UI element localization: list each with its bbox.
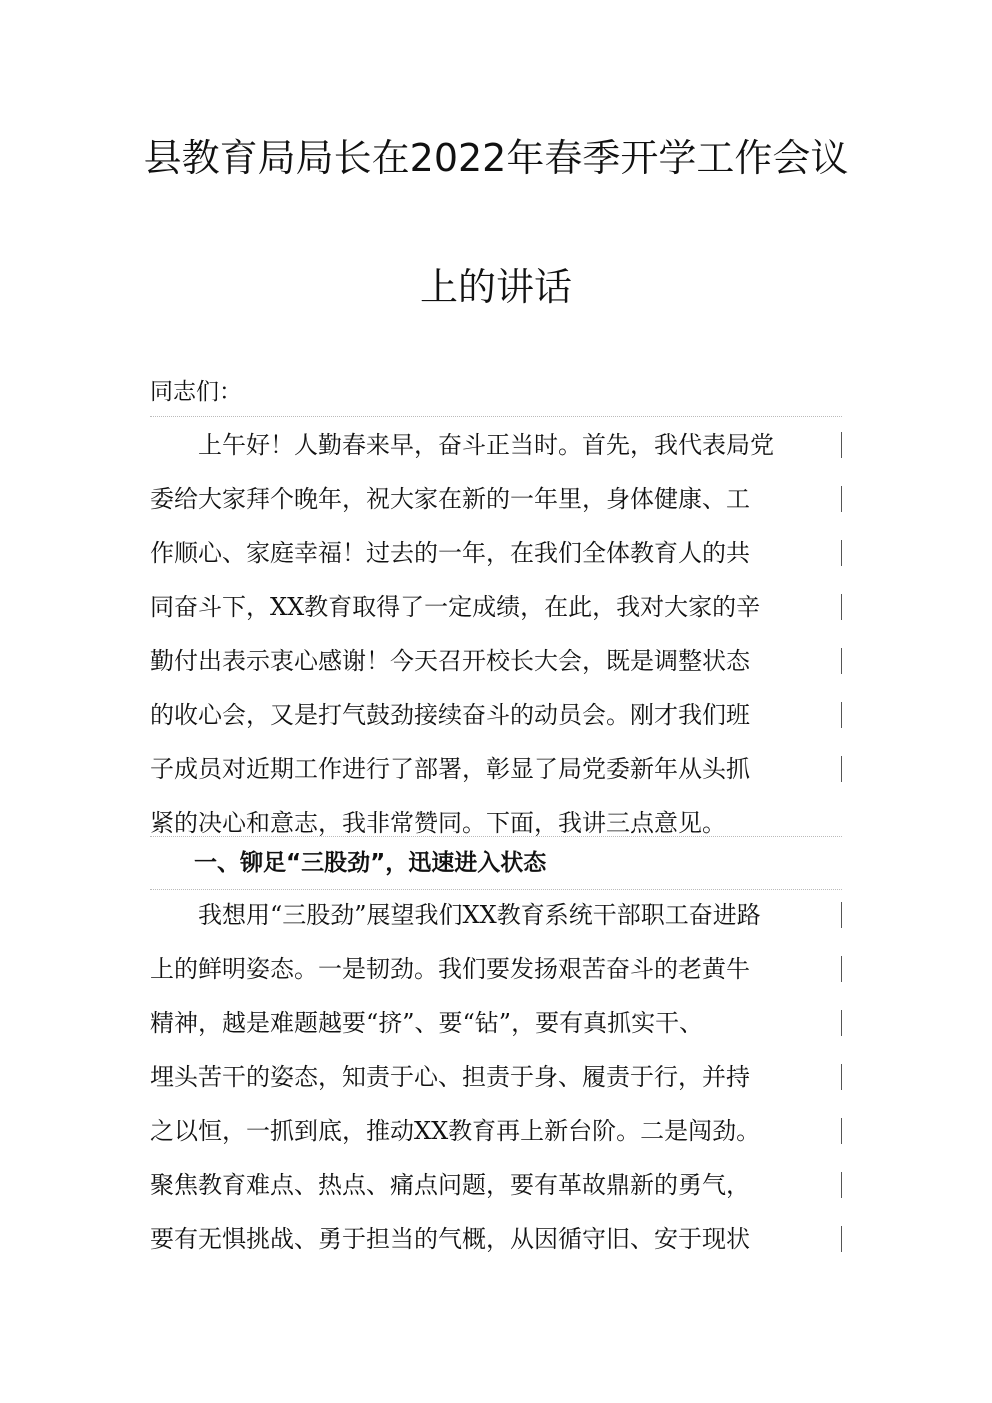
paragraph-line: 上午好！人勤春来早，奋斗正当时。首先，我代表局党 [150,418,842,472]
paragraph-line: 委给大家拜个晚年，祝大家在新的一年里，身体健康、工 [150,472,842,526]
paragraph-line: 精神，越是难题越要“挤”、要“钻”，要有真抓实干、 [150,996,842,1050]
document-title-line-1: 县教育局局长在2022年春季开学工作会议 [143,136,849,180]
paragraph-line: 同奋斗下，XX教育取得了一定成绩，在此，我对大家的辛 [150,580,842,634]
paragraph-line: 之以恒，一抓到底，推动XX教育再上新台阶。二是闯劲。 [150,1104,842,1158]
salutation: 同志们： [150,379,242,405]
paragraph-line: 子成员对近期工作进行了部署，彰显了局党委新年从头抓 [150,742,842,796]
paragraph-line: 的收心会，又是打气鼓劲接续奋斗的动员会。刚才我们班 [150,688,842,742]
paragraph-opening [150,418,842,850]
paragraph-line: 要有无惧挑战、勇于担当的气概，从因循守旧、安于现状 [150,1212,842,1266]
paragraph-line: 上的鲜明姿态。一是韧劲。我们要发扬艰苦奋斗的老黄牛 [150,942,842,996]
paragraph-line: 聚焦教育难点、热点、痛点问题，要有革故鼎新的勇气， [150,1158,842,1212]
document-title-line-2: 上的讲话 [419,265,572,309]
paragraph-divider [150,416,842,417]
paragraph-line: 埋头苦干的姿态，知责于心、担责于身、履责于行，并持 [150,1050,842,1104]
paragraph-line: 紧的决心和意志，我非常赞同。下面，我讲三点意见。 [150,809,726,837]
paragraph-line: 勤付出表示衷心感谢！今天召开校长大会，既是调整状态 [150,634,842,688]
paragraph-section-1 [150,888,842,1266]
paragraph-line: 我想用“三股劲”展望我们XX教育系统干部职工奋进路 [150,888,842,942]
paragraph-line: 作顺心、家庭幸福！过去的一年，在我们全体教育人的共 [150,526,842,580]
section-heading-1: 一、铆足“三股劲”，迅速进入状态 [194,850,547,876]
